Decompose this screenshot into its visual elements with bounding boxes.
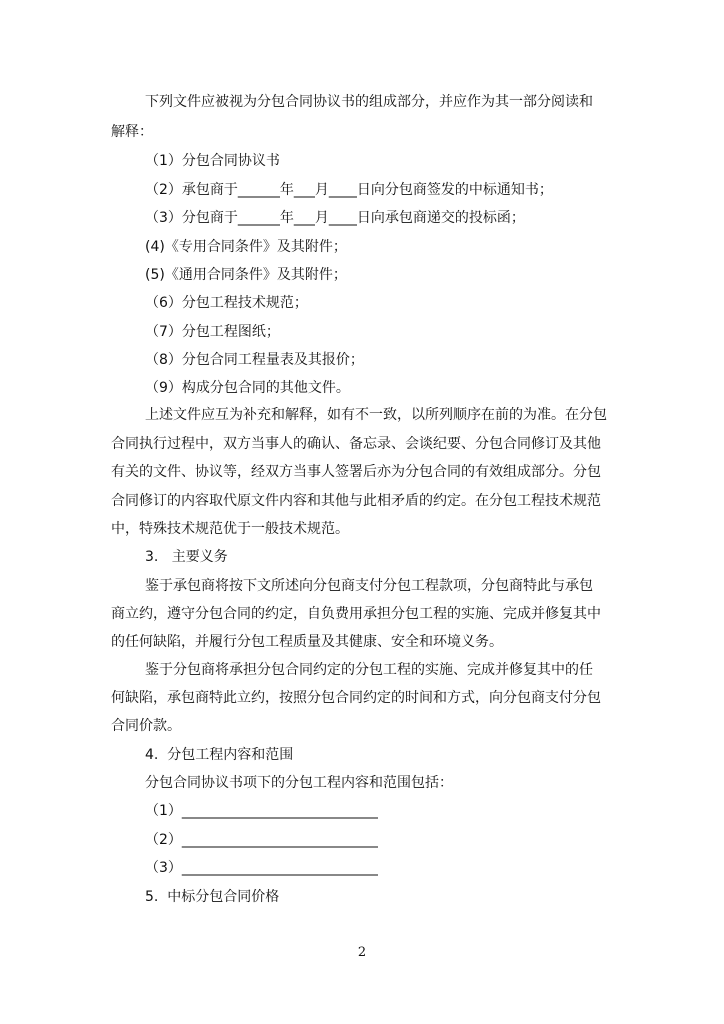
list-item: (5)《通用合同条件》及其附件；	[145, 267, 347, 283]
paragraph-line: 合同价款。	[111, 718, 181, 734]
paragraph-line: 中，特殊技术规范优于一般技术规范。	[111, 521, 349, 537]
blank-list-item: （1）____________________________	[145, 803, 378, 819]
list-item: （3）分包商于______年___月____日向承包商递交的投标函；	[145, 210, 525, 226]
section-heading: 3. 主要义务	[145, 549, 228, 565]
paragraph-line: 分包合同协议书项下的分包工程内容和范围包括：	[145, 775, 453, 791]
section-heading: 4. 分包工程内容和范围	[145, 747, 294, 763]
paragraph-line: 有关的文件、协议等，经双方当事人签署后亦为分包合同的有效组成部分。分包	[111, 464, 601, 480]
paragraph-line: 的任何缺陷，并履行分包工程质量及其健康、安全和环境义务。	[111, 634, 503, 650]
paragraph-line: 商立约，遵守分包合同的约定，自负费用承担分包工程的实施、完成并修复其中	[111, 606, 601, 622]
paragraph-line: 下列文件应被视为分包合同协议书的组成部分，并应作为其一部分阅读和	[145, 94, 593, 110]
blank-list-item: （2）____________________________	[145, 832, 378, 848]
paragraph-line: 鉴于承包商将按下文所述向分包商支付分包工程款项，分包商特此与承包	[145, 578, 593, 594]
paragraph-line: 上述文件应互为补充和解释，如有不一致，以所列顺序在前的为准。在分包	[145, 407, 607, 423]
list-item: （8）分包合同工程量表及其报价；	[145, 352, 364, 368]
paragraph-line: 合同修订的内容取代原文件内容和其他与此相矛盾的约定。在分包工程技术规范	[111, 493, 601, 509]
list-item: （7）分包工程图纸；	[145, 324, 280, 340]
page-number: 2	[357, 945, 367, 960]
paragraph-line: 解释：	[111, 124, 153, 140]
paragraph-line: 何缺陷，承包商特此立约，按照分包合同约定的时间和方式，向分包商支付分包	[111, 690, 601, 706]
paragraph-line: 合同执行过程中，双方当事人的确认、备忘录、会谈纪要、分包合同修订及其他	[111, 436, 601, 452]
list-item: （2）承包商于______年___月____日向分包商签发的中标通知书；	[145, 182, 553, 198]
list-item: （1）分包合同协议书	[145, 153, 280, 169]
section-heading: 5. 中标分包合同价格	[145, 889, 280, 905]
paragraph-line: 鉴于分包商将承担分包合同约定的分包工程的实施、完成并修复其中的任	[145, 662, 593, 678]
blank-list-item: （3）____________________________	[145, 860, 378, 876]
list-item: (4)《专用合同条件》及其附件；	[145, 239, 347, 255]
list-item: （9）构成分包合同的其他文件。	[145, 380, 350, 396]
list-item: （6）分包工程技术规范；	[145, 295, 308, 311]
